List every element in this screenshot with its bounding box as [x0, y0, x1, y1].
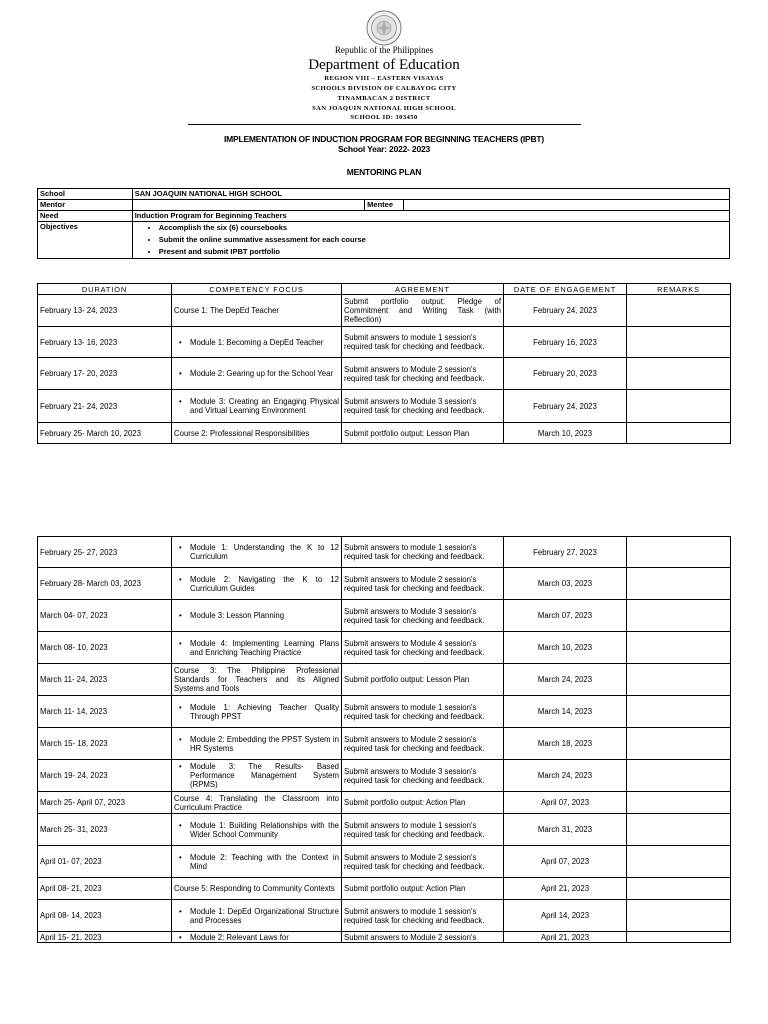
agreement-cell	[342, 537, 504, 568]
remarks-cell	[627, 295, 731, 327]
mentee-value	[403, 200, 729, 211]
date-of-engagement-cell	[504, 390, 627, 423]
mentor-label: Mentor	[38, 200, 133, 211]
header-divider	[188, 124, 581, 125]
duration-cell-text: April 08- 14, 2023	[40, 911, 102, 920]
table-row	[38, 664, 731, 696]
agreement-cell-text: Submit portfolio output: Lesson Plan	[344, 428, 470, 438]
duration-cell-text: February 25- March 10, 2023	[40, 428, 141, 438]
competency-focus-cell	[172, 390, 342, 423]
competency-focus-cell-text: Course 2: Professional Responsibilities	[174, 428, 310, 438]
competency-focus-cell-text: • Module 1: Building Relationships with the Wider School Community	[174, 821, 339, 839]
competency-focus-cell-text: • Module 1: Becoming a DepEd Teacher	[174, 338, 339, 347]
duration-cell	[38, 900, 172, 932]
duration-cell	[38, 932, 172, 943]
table-row	[38, 814, 731, 846]
agreement-cell-text: Submit portfolio output: Lesson Plan	[344, 675, 470, 684]
date-of-engagement-cell-text: April 21, 2023	[540, 884, 590, 893]
agreement-cell	[342, 696, 504, 728]
table-row	[38, 537, 731, 568]
table-row	[38, 760, 731, 792]
agreement-cell-text: Submit answers to module 1 session's required task for checking and feedback.	[344, 906, 485, 925]
competency-focus-cell	[172, 295, 342, 327]
duration-cell	[38, 568, 172, 600]
date-of-engagement-cell	[504, 568, 627, 600]
competency-focus-cell-text: • Module 2: Navigating the K to 12 Curriculum Guides	[174, 575, 339, 593]
objectives-label: Objectives	[38, 222, 133, 259]
district-line: TINAMBACAN 2 DISTRICT	[337, 95, 431, 102]
duration-cell	[38, 295, 172, 327]
republic-line: Republic of the Philippines	[334, 45, 434, 55]
duration-cell-text: April 15- 21, 2023	[40, 932, 102, 942]
competency-focus-cell-text: Course 3: The Philippine Professional Standards for Teachers and its Aligned Systems and Tools	[174, 666, 339, 693]
date-of-engagement-cell-text: February 20, 2023	[533, 369, 597, 378]
duration-cell-text: March 25- April 07, 2023	[40, 798, 125, 807]
date-of-engagement-cell	[504, 932, 627, 943]
division-line: SCHOOLS DIVISION OF CALBAYOG CITY	[311, 85, 457, 92]
date-of-engagement-cell-text: February 24, 2023	[533, 401, 597, 411]
remarks-cell	[627, 846, 731, 878]
remarks-cell	[627, 632, 731, 664]
competency-focus-cell-text: Course 1: The DepEd Teacher	[174, 306, 280, 315]
duration-cell-text: February 13- 24, 2023	[40, 306, 118, 315]
date-of-engagement-cell	[504, 792, 627, 814]
duration-cell	[38, 814, 172, 846]
date-of-engagement-cell-text: March 24, 2023	[537, 675, 593, 684]
agreement-cell	[342, 878, 504, 900]
date-of-engagement-cell-text: February 16, 2023	[533, 337, 597, 347]
agreement-cell-text: Submit answers to Module 2 session's	[344, 932, 477, 942]
duration-cell-text: March 11- 24, 2023	[40, 675, 108, 684]
competency-focus-cell-text: Course 5: Responding to Community Contexts	[174, 884, 335, 893]
competency-focus-cell-text: • Module 3: Lesson Planning	[174, 611, 339, 620]
table-row	[38, 792, 731, 814]
agreement-cell	[342, 632, 504, 664]
competency-focus-cell	[172, 932, 342, 943]
agreement-cell	[342, 390, 504, 423]
agreement-cell	[342, 846, 504, 878]
table-row	[38, 568, 731, 600]
date-of-engagement-cell	[504, 295, 627, 327]
remarks-cell	[627, 932, 731, 943]
date-of-engagement-cell	[504, 696, 627, 728]
objective-item: • Accomplish the six (6) coursebooks	[159, 222, 727, 234]
objectives-list	[135, 222, 727, 258]
remarks-cell	[627, 358, 731, 390]
duration-cell	[38, 632, 172, 664]
agreement-cell	[342, 728, 504, 760]
table-row	[38, 423, 731, 444]
date-of-engagement-cell	[504, 423, 627, 444]
remarks-cell	[627, 327, 731, 358]
remarks-cell	[627, 760, 731, 792]
agreement-cell	[342, 358, 504, 390]
duration-cell	[38, 878, 172, 900]
agreement-cell-text: Submit answers to module 1 session's required task for checking and feedback.	[344, 820, 485, 839]
date-of-engagement-cell-text: April 07, 2023	[540, 857, 590, 866]
competency-focus-cell	[172, 846, 342, 878]
agreement-cell	[342, 327, 504, 358]
agreement-cell-text: Submit answers to module 1 session's required task for checking and feedback.	[344, 702, 485, 721]
remarks-cell	[627, 600, 731, 632]
header-date-of-engagement: DATE OF ENGAGEMENT	[504, 284, 627, 295]
duration-cell-text: March 04- 07, 2023	[40, 611, 108, 620]
table-row	[38, 632, 731, 664]
school-value: SAN JOAQUIN NATIONAL HIGH SCHOOL	[132, 189, 729, 200]
date-of-engagement-cell-text: March 18, 2023	[537, 739, 593, 748]
school-label: School	[38, 189, 133, 200]
duration-cell-text: February 21- 24, 2023	[40, 401, 118, 411]
agreement-cell-text: Submit answers to Module 2 session's required task for checking and feedback.	[344, 574, 485, 593]
agreement-cell-text: Submit portfolio output: Pledge of Commitment and Writing Task (with Reflection)	[344, 297, 501, 324]
duration-cell-text: March 11- 14, 2023	[40, 707, 108, 716]
competency-focus-cell	[172, 760, 342, 792]
mentoring-plan-table-1	[37, 283, 731, 444]
remarks-cell	[627, 900, 731, 932]
header-competency-focus: COMPETENCY FOCUS	[172, 284, 342, 295]
agreement-cell-text: Submit answers to Module 2 session's required task for checking and feedback.	[344, 734, 485, 753]
duration-cell	[38, 600, 172, 632]
date-of-engagement-cell-text: March 07, 2023	[537, 611, 593, 620]
date-of-engagement-cell	[504, 814, 627, 846]
agreement-cell	[342, 792, 504, 814]
competency-focus-cell	[172, 664, 342, 696]
competency-focus-cell-text: • Module 3: Creating an Engaging Physical and Virtual Learning Environment	[174, 397, 339, 415]
table-row	[38, 600, 731, 632]
competency-focus-cell-text: Course 4: Translating the Classroom into Curriculum Practice	[174, 793, 339, 812]
table-row	[38, 358, 731, 390]
duration-cell	[38, 760, 172, 792]
date-of-engagement-cell-text: March 14, 2023	[537, 707, 593, 716]
remarks-cell	[627, 664, 731, 696]
remarks-cell	[627, 792, 731, 814]
date-of-engagement-cell	[504, 760, 627, 792]
agreement-cell	[342, 900, 504, 932]
competency-focus-cell	[172, 814, 342, 846]
duration-cell-text: February 25- 27, 2023	[40, 547, 118, 557]
remarks-cell	[627, 728, 731, 760]
agreement-cell	[342, 295, 504, 327]
remarks-cell	[627, 814, 731, 846]
mentor-value	[132, 200, 364, 211]
competency-focus-cell	[172, 423, 342, 444]
agreement-cell-text: Submit answers to module 1 session's required task for checking and feedback.	[344, 333, 485, 351]
plan-title: MENTORING PLAN	[346, 167, 422, 177]
objective-item: • Present and submit IPBT portfolio	[159, 246, 727, 258]
competency-focus-cell	[172, 537, 342, 568]
duration-cell	[38, 537, 172, 568]
duration-cell-text: April 01- 07, 2023	[40, 857, 102, 866]
agreement-cell	[342, 568, 504, 600]
duration-cell	[38, 664, 172, 696]
duration-cell-text: April 08- 21, 2023	[40, 884, 102, 893]
date-of-engagement-cell	[504, 600, 627, 632]
remarks-cell	[627, 568, 731, 600]
competency-focus-cell-text: • Module 4: Implementing Learning Plans and Enriching Teaching Practice	[174, 639, 339, 657]
agreement-cell-text: Submit answers to Module 2 session's required task for checking and feedback.	[344, 364, 485, 383]
table-row	[38, 728, 731, 760]
competency-focus-cell-text: • Module 2: Embedding the PPST System in HR Systems	[174, 735, 339, 753]
date-of-engagement-cell-text: April 14, 2023	[540, 911, 590, 920]
competency-focus-cell	[172, 600, 342, 632]
mentee-label: Mentee	[365, 200, 404, 211]
competency-focus-cell-text: • Module 2: Relevant Laws for	[174, 933, 339, 942]
agreement-cell	[342, 760, 504, 792]
table-row	[38, 846, 731, 878]
agreement-cell	[342, 932, 504, 943]
school-id-line: SCHOOL ID: 303450	[350, 114, 418, 121]
remarks-cell	[627, 423, 731, 444]
agreement-cell	[342, 423, 504, 444]
duration-cell	[38, 846, 172, 878]
date-of-engagement-cell	[504, 632, 627, 664]
date-of-engagement-cell-text: February 24, 2023	[533, 306, 597, 315]
agreement-cell-text: Submit answers to Module 3 session's required task for checking and feedback.	[344, 397, 485, 415]
competency-focus-cell	[172, 327, 342, 358]
header-agreement: AGREEMENT	[342, 284, 504, 295]
agreement-cell	[342, 664, 504, 696]
competency-focus-cell	[172, 632, 342, 664]
deped-seal-icon	[366, 10, 402, 46]
date-of-engagement-cell	[504, 900, 627, 932]
duration-cell-text: March 15- 18, 2023	[40, 739, 108, 748]
date-of-engagement-cell	[504, 537, 627, 568]
table-row	[38, 327, 731, 358]
date-of-engagement-cell-text: March 10, 2023	[537, 643, 593, 652]
program-title: IMPLEMENTATION OF INDUCTION PROGRAM FOR BEGINNING TEACHERS (IPBT)	[223, 134, 545, 144]
competency-focus-cell-text: • Module 1: Understanding the K to 12 Curriculum	[174, 543, 339, 561]
date-of-engagement-cell	[504, 846, 627, 878]
remarks-cell	[627, 696, 731, 728]
date-of-engagement-cell-text: April 21, 2023	[540, 932, 590, 942]
competency-focus-cell	[172, 900, 342, 932]
table-row	[38, 878, 731, 900]
competency-focus-cell-text: • Module 1: Achieving Teacher Quality Through PPST	[174, 703, 339, 721]
agreement-cell-text: Submit answers to module 1 session's required task for checking and feedback.	[344, 543, 485, 561]
need-value: Induction Program for Beginning Teachers	[132, 211, 729, 222]
duration-cell-text: March 19- 24, 2023	[40, 771, 108, 780]
date-of-engagement-cell-text: March 10, 2023	[537, 428, 593, 438]
duration-cell	[38, 696, 172, 728]
date-of-engagement-cell	[504, 664, 627, 696]
duration-cell	[38, 390, 172, 423]
date-of-engagement-cell	[504, 327, 627, 358]
agreement-cell-text: Submit portfolio output: Action Plan	[344, 884, 466, 893]
agreement-cell	[342, 814, 504, 846]
date-of-engagement-cell-text: March 24, 2023	[537, 771, 593, 780]
remarks-cell	[627, 390, 731, 423]
agreement-cell-text: Submit answers to Module 4 session's required task for checking and feedback.	[344, 638, 485, 657]
mentoring-plan-table-2	[37, 536, 731, 943]
date-of-engagement-cell-text: March 31, 2023	[537, 825, 593, 834]
table-row	[38, 696, 731, 728]
need-label: Need	[38, 211, 133, 222]
duration-cell-text: February 17- 20, 2023	[40, 369, 118, 378]
agreement-cell-text: Submit portfolio output: Action Plan	[344, 798, 466, 807]
competency-focus-cell-text: • Module 3: The Results- Based Performance Management System (RPMS)	[174, 762, 339, 789]
competency-focus-cell	[172, 728, 342, 760]
duration-cell-text: March 25- 31, 2023	[40, 825, 108, 834]
competency-focus-cell	[172, 878, 342, 900]
competency-focus-cell-text: • Module 2: Gearing up for the School Year	[174, 369, 339, 378]
competency-focus-cell	[172, 358, 342, 390]
table-row	[38, 295, 731, 327]
school-year: School Year: 2022- 2023	[337, 144, 431, 154]
objectives-cell	[132, 222, 729, 259]
duration-cell	[38, 423, 172, 444]
school-line: SAN JOAQUIN NATIONAL HIGH SCHOOL	[312, 105, 456, 112]
info-table	[37, 188, 730, 259]
header-remarks: REMARKS	[627, 284, 731, 295]
date-of-engagement-cell	[504, 878, 627, 900]
department-name: Department of Education	[308, 57, 460, 73]
date-of-engagement-cell	[504, 358, 627, 390]
table-row	[38, 932, 731, 943]
agreement-cell-text: Submit answers to Module 2 session's required task for checking and feedback.	[344, 852, 485, 871]
date-of-engagement-cell	[504, 728, 627, 760]
duration-cell-text: March 08- 10, 2023	[40, 643, 108, 652]
duration-cell-text: February 28- March 03, 2023	[40, 579, 141, 588]
date-of-engagement-cell-text: February 27, 2023	[533, 547, 597, 557]
agreement-cell-text: Submit answers to Module 3 session's required task for checking and feedback.	[344, 606, 485, 625]
remarks-cell	[627, 878, 731, 900]
duration-cell	[38, 358, 172, 390]
agreement-cell	[342, 600, 504, 632]
agreement-cell-text: Submit answers to Module 3 session's required task for checking and feedback.	[344, 766, 485, 785]
duration-cell	[38, 327, 172, 358]
objective-item: • Submit the online summative assessment for each course	[159, 234, 727, 246]
competency-focus-cell-text: • Module 2: Teaching with the Context in Mind	[174, 853, 339, 871]
date-of-engagement-cell-text: March 03, 2023	[537, 579, 593, 588]
header-duration: DURATION	[38, 284, 172, 295]
date-of-engagement-cell-text: April 07, 2023	[540, 798, 590, 807]
table-row	[38, 390, 731, 423]
duration-cell	[38, 792, 172, 814]
competency-focus-cell	[172, 792, 342, 814]
table-row	[38, 900, 731, 932]
region-line: REGION VIII – EASTERN VISAYAS	[324, 75, 444, 82]
competency-focus-cell-text: • Module 1: DepEd Organizational Structure and Processes	[174, 907, 339, 925]
competency-focus-cell	[172, 568, 342, 600]
duration-cell	[38, 728, 172, 760]
duration-cell-text: February 13- 16, 2023	[40, 337, 118, 347]
competency-focus-cell	[172, 696, 342, 728]
remarks-cell	[627, 537, 731, 568]
